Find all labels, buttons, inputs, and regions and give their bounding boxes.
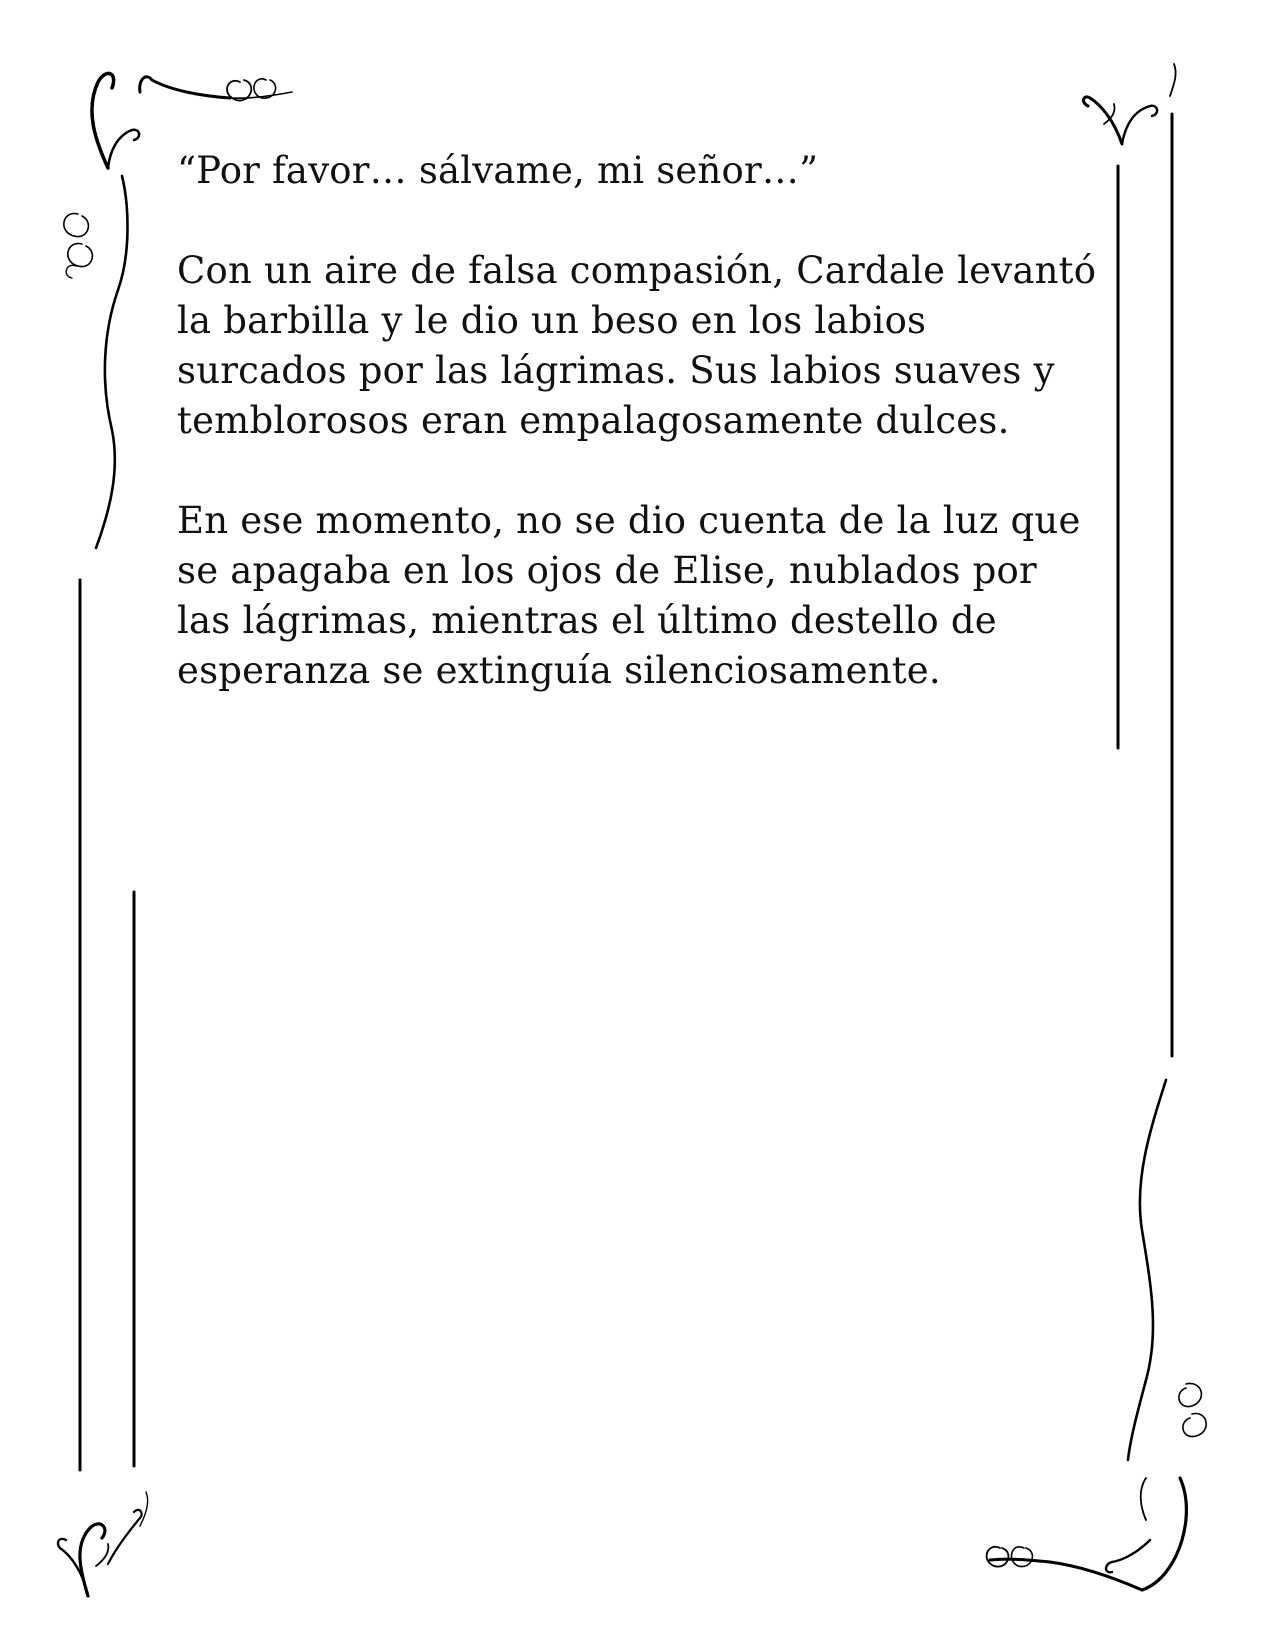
story-text — [177, 146, 1097, 746]
paragraph-3: En ese momento, no se dio cuenta de la luz que se apagaba en los ojos de Elise, nublados por las lágrimas, mientras el último destello de esperanza se extinguía silenciosamente. — [177, 499, 1081, 692]
paragraph-1: “Por favor… sálvame, mi señor…” — [177, 149, 819, 192]
paragraph-2: Con un aire de falsa compasión, Cardale levantó la barbilla y le dio un beso en los labios surcados por las lágrimas. Sus labios suaves y temblorosos eran empalagosamente dulces. — [177, 249, 1097, 442]
top-right-flourish — [1084, 64, 1176, 144]
bottom-left-flourish — [58, 1492, 148, 1596]
bottom-right-flourish — [987, 1080, 1207, 1590]
